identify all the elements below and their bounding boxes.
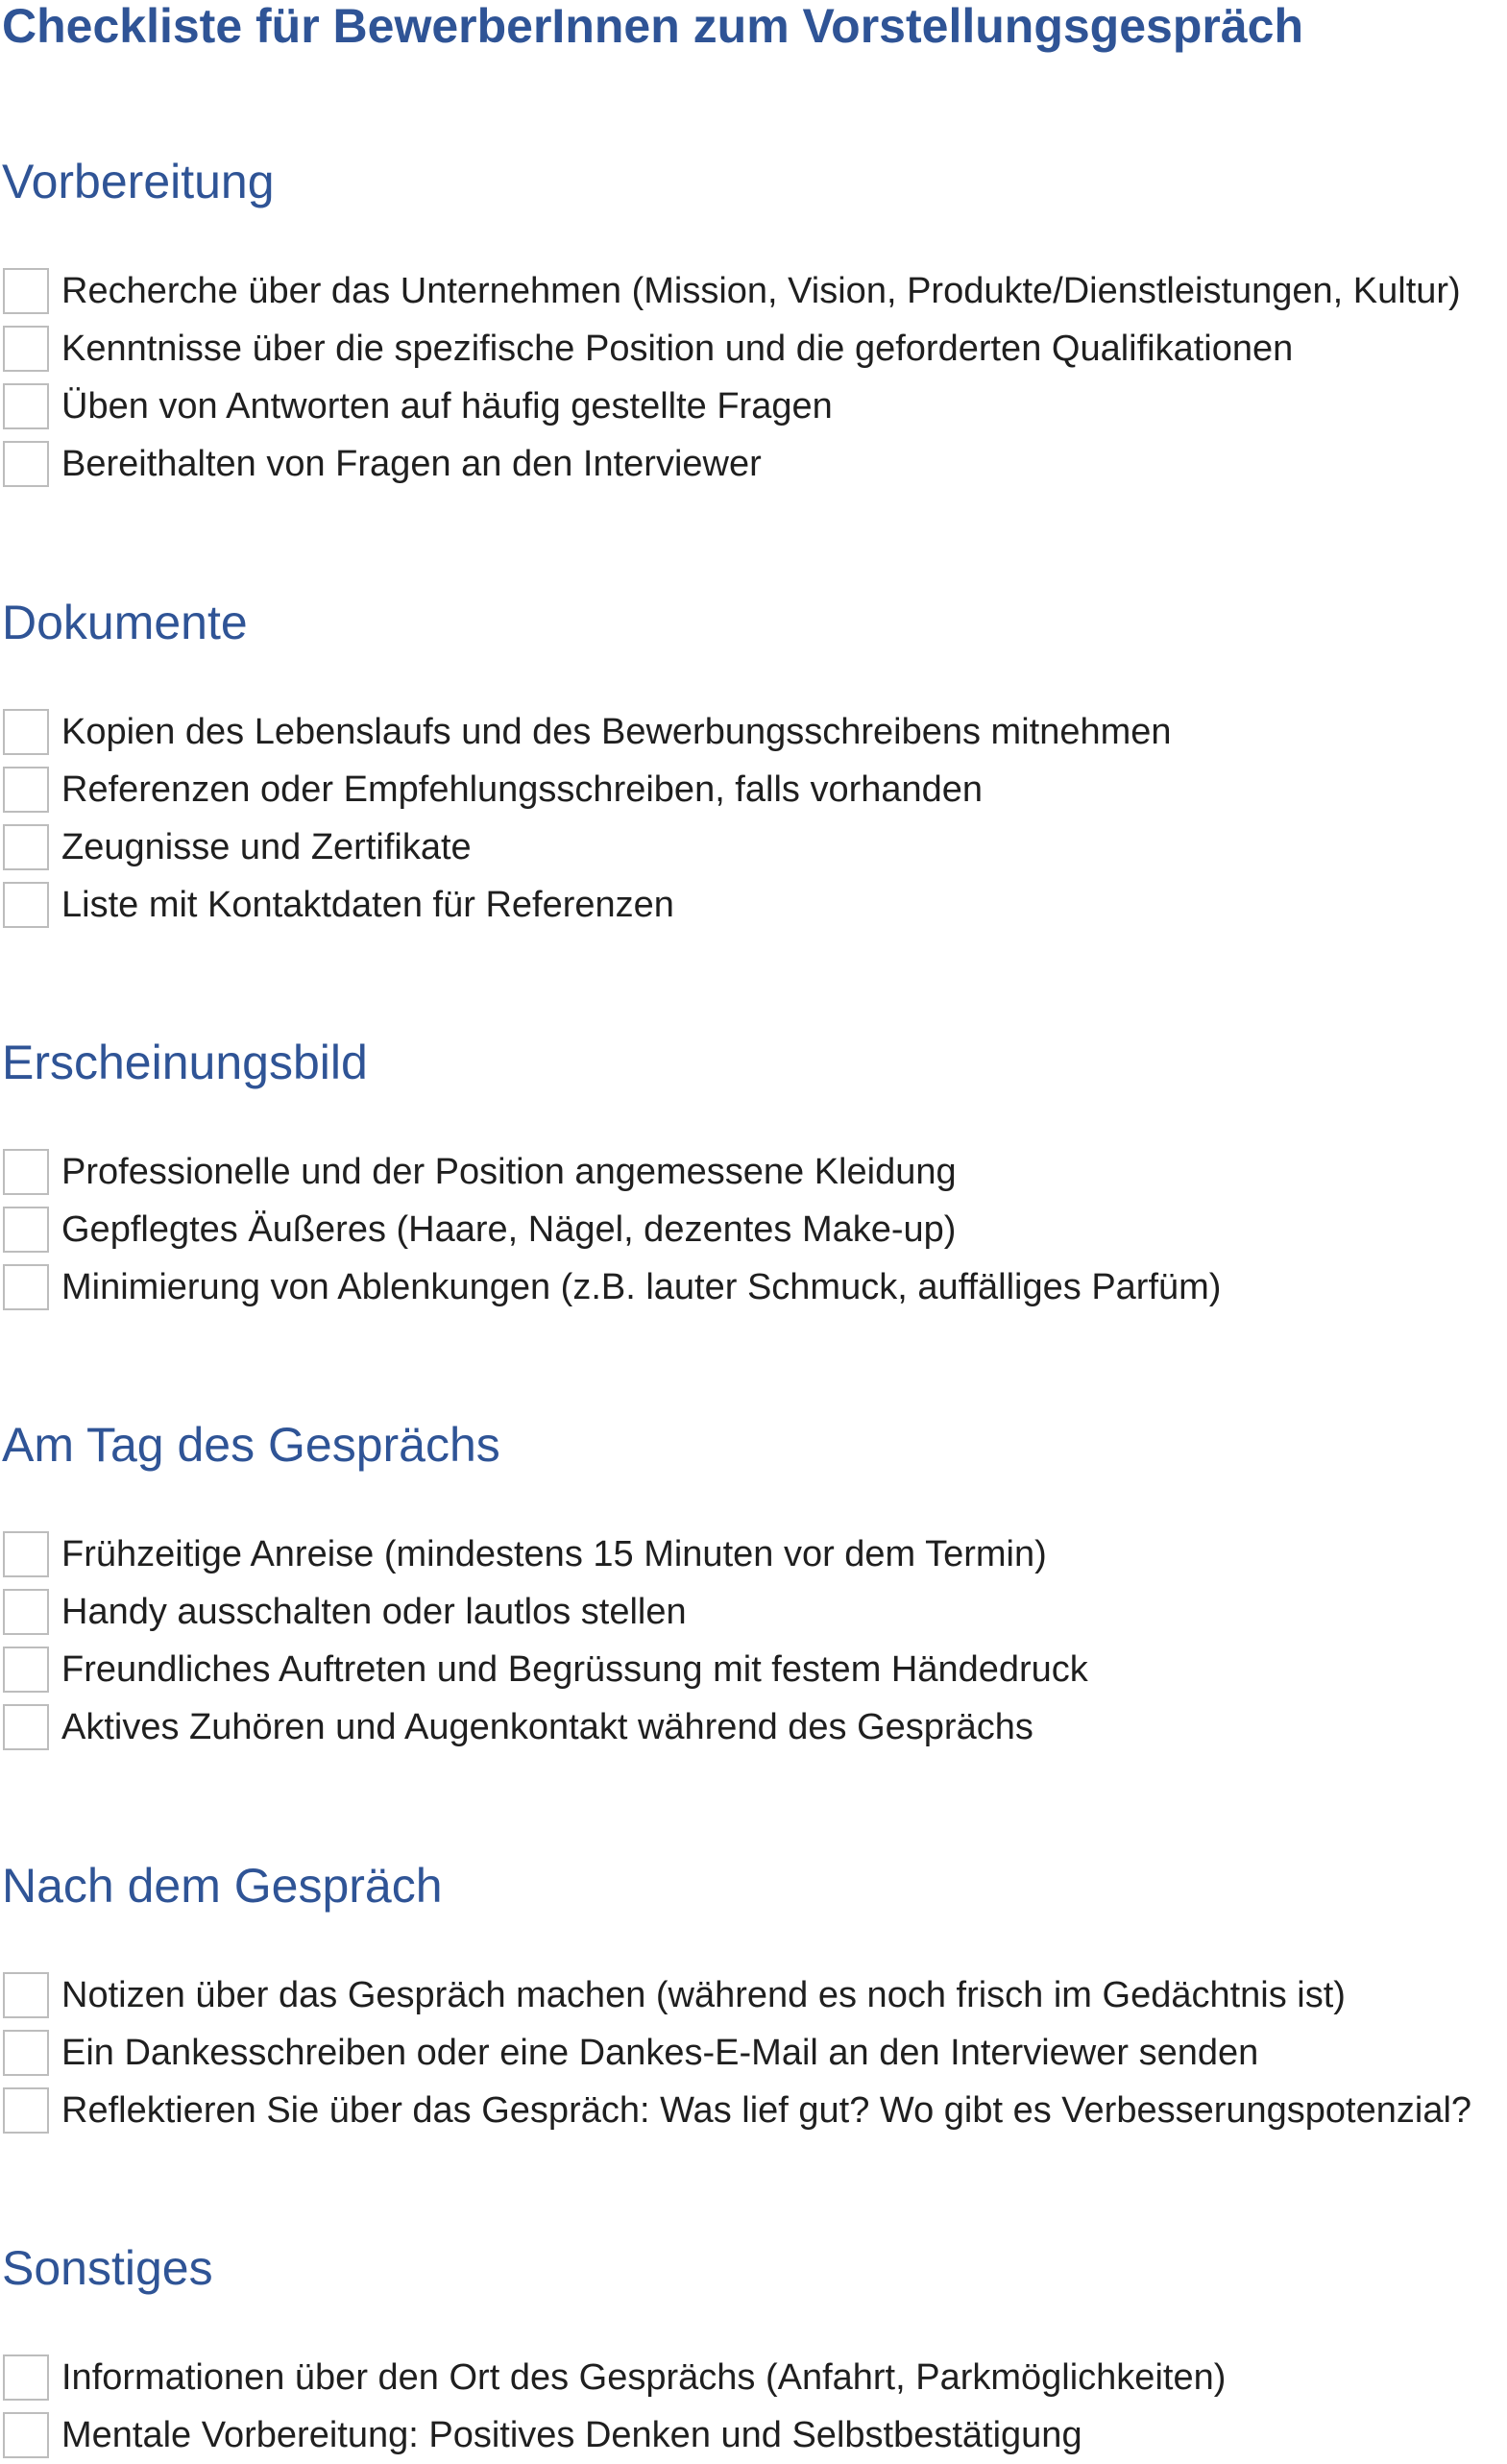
checkbox-icon[interactable] xyxy=(3,767,49,813)
checklist-item-label: Notizen über das Gespräch machen (während es noch frisch im Gedächtnis ist) xyxy=(61,1975,1346,2015)
checkbox-icon[interactable] xyxy=(3,2412,49,2458)
checklist xyxy=(0,703,1507,934)
section-sonstiges xyxy=(0,2241,1507,2464)
section-heading: Nach dem Gespräch xyxy=(2,1859,443,1913)
checklist-item xyxy=(0,818,1507,876)
section-am-tag-des-gespraechs xyxy=(0,1418,1507,1756)
document-title: Checkliste für BewerberInnen zum Vorstellungsgespräch xyxy=(2,0,1303,53)
section-nach-dem-gespraech xyxy=(0,1859,1507,2139)
checklist-item-label: Referenzen oder Empfehlungsschreiben, falls vorhanden xyxy=(61,769,984,810)
checklist-item-label: Liste mit Kontaktdaten für Referenzen xyxy=(61,885,674,925)
checkbox-icon[interactable] xyxy=(3,441,49,487)
checkbox-icon[interactable] xyxy=(3,2354,49,2401)
section-heading: Dokumente xyxy=(2,596,248,649)
checklist-item xyxy=(0,1201,1507,1258)
checklist-item-label: Reflektieren Sie über das Gespräch: Was lief gut? Wo gibt es Verbesserungspotenzial? xyxy=(61,2090,1472,2131)
checkbox-icon[interactable] xyxy=(3,882,49,928)
section-heading: Erscheinungsbild xyxy=(2,1036,368,1089)
checklist-item-label: Zeugnisse und Zertifikate xyxy=(61,827,472,867)
checklist-item-label: Gepflegtes Äußeres (Haare, Nägel, dezentes Make-up) xyxy=(61,1209,957,1250)
checkbox-icon[interactable] xyxy=(3,326,49,372)
checklist-item xyxy=(0,2406,1507,2464)
checklist-item xyxy=(0,1641,1507,1698)
checkbox-icon[interactable] xyxy=(3,1704,49,1750)
checkbox-icon[interactable] xyxy=(3,709,49,755)
checklist-item xyxy=(0,1966,1507,2024)
checklist-item xyxy=(0,876,1507,934)
checklist-item xyxy=(0,703,1507,761)
checklist-item xyxy=(0,2024,1507,2082)
checklist-item xyxy=(0,2349,1507,2406)
checkbox-icon[interactable] xyxy=(3,1531,49,1577)
checklist-item-label: Professionelle und der Position angemessene Kleidung xyxy=(61,1152,957,1192)
checklist-item-label: Üben von Antworten auf häufig gestellte Fragen xyxy=(61,386,833,427)
checkbox-icon[interactable] xyxy=(3,1149,49,1195)
checklist-item xyxy=(0,2082,1507,2139)
checklist-item xyxy=(0,1583,1507,1641)
checkbox-icon[interactable] xyxy=(3,2030,49,2076)
checkbox-icon[interactable] xyxy=(3,1207,49,1253)
checklist-item xyxy=(0,1143,1507,1201)
checklist-item xyxy=(0,761,1507,818)
checklist xyxy=(0,2349,1507,2464)
section-dokumente xyxy=(0,596,1507,934)
checklist-item xyxy=(0,1525,1507,1583)
checklist-item-label: Minimierung von Ablenkungen (z.B. lauter Schmuck, auffälliges Parfüm) xyxy=(61,1267,1222,1307)
section-heading: Am Tag des Gesprächs xyxy=(2,1418,500,1472)
checklist-item-label: Informationen über den Ort des Gesprächs (Anfahrt, Parkmöglichkeiten) xyxy=(61,2357,1227,2398)
checklist-item-label: Mentale Vorbereitung: Positives Denken und Selbstbestätigung xyxy=(61,2415,1082,2455)
checklist-item xyxy=(0,378,1507,435)
checklist-item-label: Recherche über das Unternehmen (Mission, Vision, Produkte/Dienstleistungen, Kultur) xyxy=(61,271,1461,311)
checkbox-icon[interactable] xyxy=(3,268,49,314)
checklist xyxy=(0,262,1507,493)
checklist-item xyxy=(0,1698,1507,1756)
checklist-item-label: Frühzeitige Anreise (mindestens 15 Minuten vor dem Termin) xyxy=(61,1534,1047,1574)
checklist-item-label: Handy ausschalten oder lautlos stellen xyxy=(61,1592,687,1632)
checklist-item xyxy=(0,320,1507,378)
checkbox-icon[interactable] xyxy=(3,1264,49,1310)
checkbox-icon[interactable] xyxy=(3,383,49,429)
checklist-item-label: Aktives Zuhören und Augenkontakt während des Gesprächs xyxy=(61,1707,1033,1747)
checkbox-icon[interactable] xyxy=(3,1647,49,1693)
checklist xyxy=(0,1525,1507,1756)
checklist xyxy=(0,1966,1507,2139)
checklist xyxy=(0,1143,1507,1316)
checkbox-icon[interactable] xyxy=(3,1972,49,2018)
checklist-item-label: Kopien des Lebenslaufs und des Bewerbungsschreibens mitnehmen xyxy=(61,712,1172,752)
section-heading: Vorbereitung xyxy=(2,155,275,208)
section-heading: Sonstiges xyxy=(2,2241,213,2295)
checklist-item-label: Freundliches Auftreten und Begrüssung mit festem Händedruck xyxy=(61,1649,1088,1690)
section-vorbereitung xyxy=(0,155,1507,493)
checklist-item-label: Kenntnisse über die spezifische Position und die geforderten Qualifikationen xyxy=(61,329,1294,369)
checkbox-icon[interactable] xyxy=(3,2087,49,2134)
checklist-item xyxy=(0,435,1507,493)
checkbox-icon[interactable] xyxy=(3,824,49,870)
section-erscheinungsbild xyxy=(0,1036,1507,1316)
checkbox-icon[interactable] xyxy=(3,1589,49,1635)
checklist-item-label: Ein Dankesschreiben oder eine Dankes-E-Mail an den Interviewer senden xyxy=(61,2033,1259,2073)
checklist-item-label: Bereithalten von Fragen an den Interviewer xyxy=(61,444,762,484)
checklist-item xyxy=(0,1258,1507,1316)
checklist-item xyxy=(0,262,1507,320)
